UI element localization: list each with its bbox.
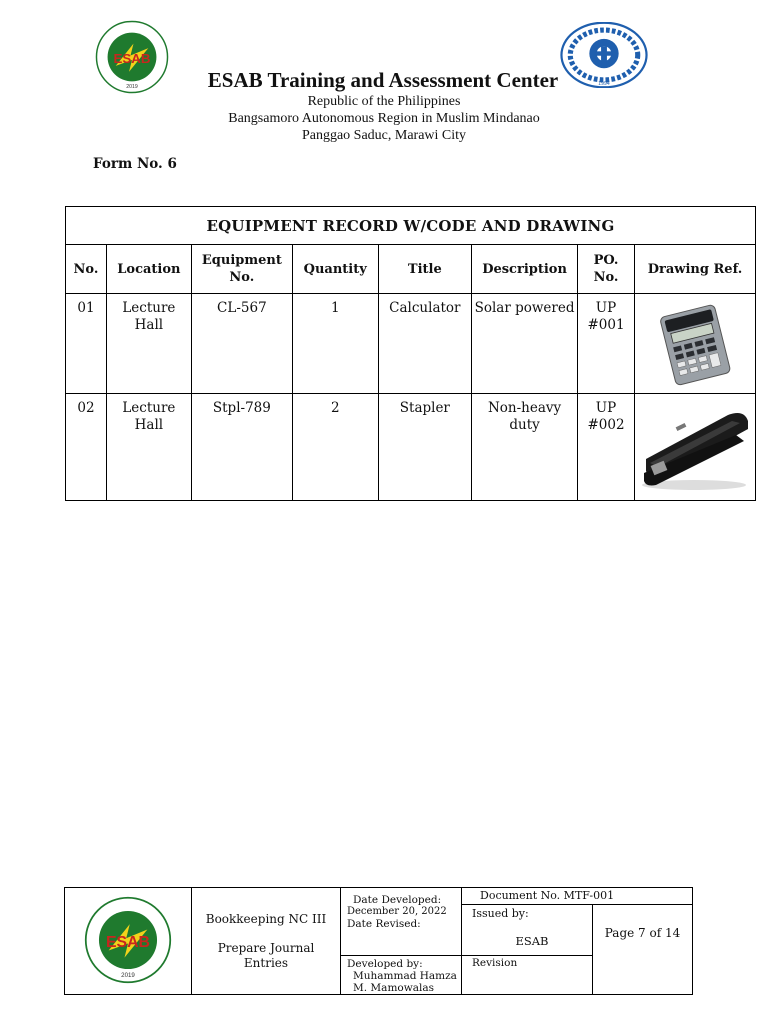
issued-by-value: ESAB (515, 934, 549, 948)
logo-year: 2019 (126, 84, 138, 91)
cell-no: 02 (66, 394, 107, 501)
cell-description: Non-heavy duty (472, 394, 578, 501)
equipment-record-table (65, 206, 756, 501)
cell-description: Solar powered (472, 294, 578, 394)
calculator-image (653, 302, 737, 386)
cell-title: Stapler (378, 394, 471, 501)
esab-logo (78, 896, 178, 984)
header-line-country: Republic of the Philippines (307, 94, 461, 109)
cell-title: Calculator (378, 294, 471, 394)
page-number: Page 7 of 14 (593, 905, 693, 995)
developed-by-name: Muhammad Hamza M. Mamowalas (353, 970, 457, 994)
col-header-po-no: PO. No. (578, 245, 635, 294)
date-developed-label: Date Developed: (353, 894, 442, 906)
col-header-title: Title (378, 245, 471, 294)
logo-text: ESAB (106, 933, 150, 951)
cell-equipment-no: CL-567 (191, 294, 292, 394)
cell-quantity: 1 (292, 294, 378, 394)
col-header-equipment-no: Equipment No. (191, 245, 292, 294)
table-caption: EQUIPMENT RECORD W/CODE AND DRAWING (66, 207, 756, 245)
date-developed: December 20, 2022 (347, 906, 447, 917)
document-number: Document No. MTF-001 (462, 888, 693, 905)
table-row (66, 394, 756, 501)
logo-year: 2019 (121, 971, 135, 979)
cell-location: Lecture Hall (106, 294, 191, 394)
issued-by-label: Issued by: (472, 907, 529, 920)
developed-by-cell (341, 956, 462, 995)
footer-qualification-cell (192, 888, 341, 995)
col-header-quantity: Quantity (292, 245, 378, 294)
col-header-location: Location (106, 245, 191, 294)
header-line-address: Panggao Saduc, Marawi City (301, 128, 467, 143)
cell-quantity: 2 (292, 394, 378, 501)
footer-dates-cell (341, 888, 462, 956)
cell-no: 01 (66, 294, 107, 394)
footer-logo-cell (65, 888, 192, 995)
footer-qualification: Bookkeeping NC III (205, 911, 327, 926)
stapler-image (636, 401, 754, 493)
col-header-no: No. (66, 245, 107, 294)
form-number: Form No. 6 (93, 156, 177, 172)
logo-text: ESAB (113, 50, 151, 66)
col-header-description: Description (472, 245, 578, 294)
logo-year: 1994 (598, 81, 610, 88)
footer-module: Prepare Journal Entries (217, 940, 315, 970)
table-header-row (66, 245, 756, 294)
cell-equipment-no: Stpl-789 (191, 394, 292, 501)
document-footer (64, 887, 693, 995)
header-line-region: Bangsamoro Autonomous Region in Muslim Mindanao (228, 111, 540, 126)
date-revised-label: Date Revised: (347, 918, 421, 930)
col-header-drawing-ref: Drawing Ref. (635, 245, 756, 294)
revision-label: Revision (462, 956, 593, 995)
cell-drawing (635, 394, 756, 501)
cell-location: Lecture Hall (106, 394, 191, 501)
developed-by-label: Developed by: (347, 958, 423, 970)
cell-po-no: UP #002 (578, 394, 635, 501)
org-title: ESAB Training and Assessment Center (207, 68, 559, 92)
table-row (66, 294, 756, 394)
issued-by-cell (462, 905, 593, 956)
cell-po-no: UP #001 (578, 294, 635, 394)
cell-drawing (635, 294, 756, 394)
